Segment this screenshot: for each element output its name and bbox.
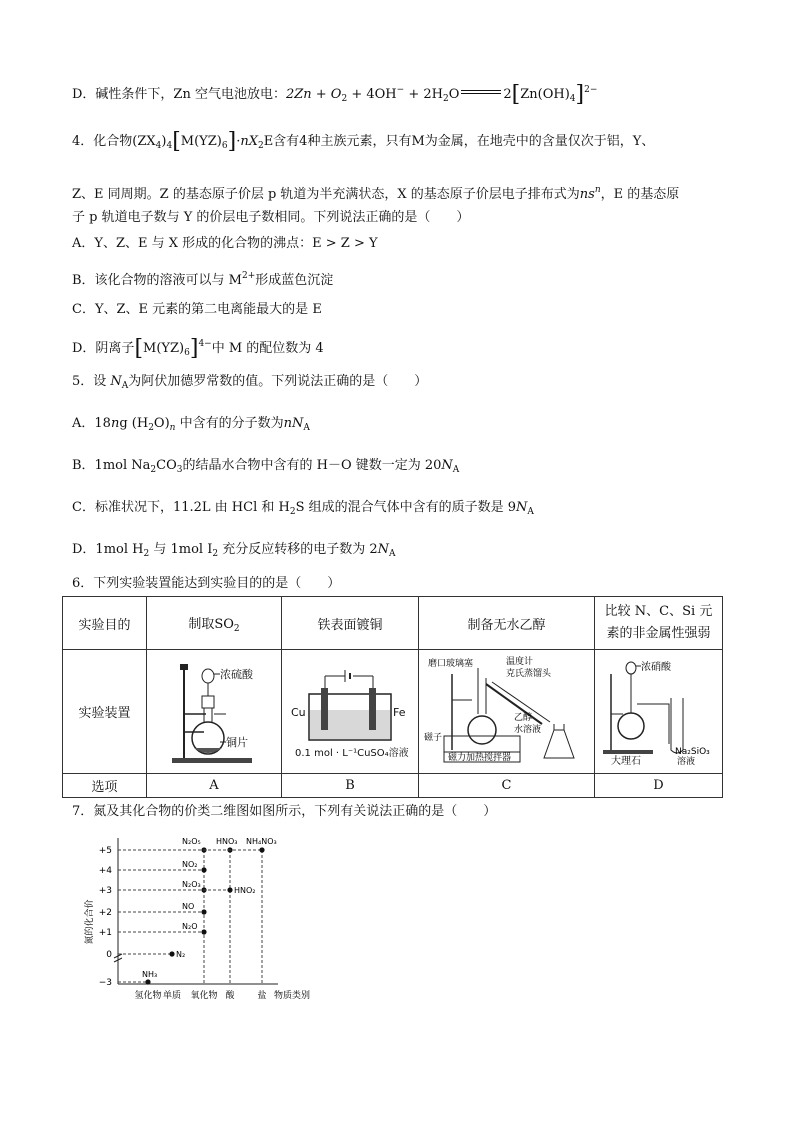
apparatus-c: [419, 650, 595, 774]
row-header-apparatus: 实验装置: [63, 650, 147, 774]
data-point-label: N₂O₃: [182, 880, 201, 889]
q3-option-d: D．碱性条件下，Zn 空气电池放电：$2Zn + O_2 + 4OH^- + 2H_2O$ $2[Zn(OH)_4]^{2-}$: [72, 82, 598, 107]
label-cu-electrode: Cu: [291, 705, 306, 719]
y-tick-label: 0: [106, 950, 112, 960]
nonmetal-comparison-diagram: [599, 654, 719, 766]
q5-stem: 5．设 $N_A$为阿伏加德罗常数的值。下列说法正确的是（ ）: [72, 374, 428, 391]
data-point-label: HNO₃: [216, 837, 238, 846]
q4-stem-line2: Z、E 同周期。Z 的基态原子价层 p 轨道为半充满状态，X 的基态原子价层电子排布式为$ns^n$，E 的基态原: [72, 185, 680, 202]
table-row-apparatus: [63, 650, 723, 774]
purpose-c: 制备无水乙醇: [419, 597, 595, 650]
q5-option-b: B．1mol $Na_2CO_3$的结晶水合物中含有的 H－O 键数一定为 $20N_A$: [72, 458, 460, 475]
x-tick-label: 氧化物: [190, 991, 218, 1001]
purpose-d: 比较 N、C、Si 元素的非金属性强弱: [595, 597, 723, 650]
q5-option-d: D．1mol $H_2$ 与 1mol $I_2$ 充分反应转移的电子数为 $2N_A$: [72, 542, 396, 559]
y-tick-label: +4: [98, 866, 112, 876]
chart-ylabel: 氮的化合价: [85, 899, 95, 945]
option-c: C: [419, 774, 595, 798]
q5-option-a: A．18ng $(H_2O)_n$ 中含有的分子数为$nN_A$: [72, 416, 310, 433]
label-magnetic-stirrer: 磁力加热搅拌器: [447, 752, 511, 763]
option-a: A: [147, 774, 282, 798]
q4-option-d: D．阴离子$[M(YZ)_6]^{4-}$中 M 的配位数为 4: [72, 336, 324, 361]
label-conc-nitric-acid: 浓硝酸: [640, 661, 671, 673]
label-na2sio3: Na₂SiO₃: [674, 746, 710, 757]
label-copper-sheet: 铜片: [226, 735, 248, 749]
label-claisen-head: 克氏蒸馏头: [505, 668, 551, 679]
anhydrous-ethanol-diagram: [422, 654, 592, 766]
electroplating-diagram: [285, 654, 415, 766]
table-row-purpose: [63, 597, 723, 650]
label-cuso4-solution: 0.1 mol · L⁻¹CuSO₄溶液: [295, 747, 409, 759]
data-point: [259, 847, 264, 852]
label-conc-sulfuric-acid: 浓硫酸: [220, 667, 253, 681]
apparatus-d: [595, 650, 723, 774]
label-thermometer: 温度计: [505, 656, 533, 667]
option-d: D: [595, 774, 723, 798]
nitrogen-valence-chart: [78, 832, 318, 1008]
apparatus-b: [282, 650, 419, 774]
q4-stem-line3: 子 p 轨道电子数与 Y 的价层电子数相同。下列说法正确的是（ ）: [72, 210, 470, 225]
data-point-label: NO₂: [182, 860, 198, 869]
x-tick-label: 酸: [225, 991, 235, 1001]
data-point-label: N₂: [176, 950, 186, 959]
data-point: [169, 951, 174, 956]
row-header-purpose: 实验目的: [63, 597, 147, 650]
label-aqueous-solution: 水溶液: [513, 724, 541, 735]
label-fe-electrode: Fe: [393, 705, 406, 719]
data-point: [227, 887, 232, 892]
apparatus-a: [147, 650, 282, 774]
q4-option-b: B．该化合物的溶液可以与 $M^{2+}$形成蓝色沉淀: [72, 271, 334, 288]
x-tick-label: 盐: [257, 991, 267, 1001]
label-marble: 大理石: [610, 755, 641, 766]
y-tick-label: −3: [98, 978, 112, 988]
label-ethanol: 乙醇: [513, 712, 532, 723]
data-point-label: N₂O: [182, 922, 198, 931]
q4-stem-line1: 4．化合物$(ZX_4)_4[M(YZ)_6]\cdot nX_2E$含有4种主族元素，只有M为金属，在地壳中的含量仅次于铝，Y、: [72, 129, 655, 154]
purpose-a: 制取$SO_2$: [147, 597, 282, 650]
row-header-option: 选项: [63, 774, 147, 798]
data-point-label: NH₃: [142, 970, 158, 979]
y-tick-label: +1: [98, 928, 112, 938]
data-point-label: NO: [182, 902, 195, 911]
chart-xlabel: 物质类别: [273, 991, 310, 1001]
y-tick-label: +3: [98, 886, 112, 896]
x-tick-label: 氢化物: [134, 991, 162, 1001]
experiment-table: [62, 596, 723, 798]
q4-option-a: A．Y、Z、E 与 X 形成的化合物的沸点：E > Z > Y: [72, 236, 378, 251]
data-point-label: NH₄NO₃: [246, 837, 277, 846]
q5-option-c: C．标准状况下，11.2L 由 HCl 和 $H_2S$ 组成的混合气体中含有的质子数是 $9N_A$: [72, 500, 534, 517]
y-tick-label: +2: [98, 908, 112, 918]
purpose-b: 铁表面镀铜: [282, 597, 419, 650]
label-d-solution: 溶液: [676, 756, 695, 766]
option-b: B: [282, 774, 419, 798]
data-point: [201, 929, 206, 934]
data-point: [145, 979, 150, 984]
q4-option-c: C．Y、Z、E 元素的第二电离能最大的是 E: [72, 302, 322, 317]
x-tick-label: 单质: [162, 991, 182, 1001]
so2-apparatus-diagram: [154, 654, 274, 766]
y-tick-label: +5: [98, 846, 112, 856]
q7-stem: 7．氮及其化合物的价类二维图如图所示，下列有关说法正确的是（ ）: [72, 804, 497, 819]
q6-stem: 6．下列实验装置能达到实验目的的是（ ）: [72, 576, 341, 591]
data-point: [201, 909, 206, 914]
label-stir-bar: 磁子: [423, 732, 442, 743]
data-point-label: N₂O₅: [182, 837, 201, 846]
table-row-option: [63, 774, 723, 798]
data-point: [201, 867, 206, 872]
label-ground-glass-stopper: 磨口玻璃塞: [427, 658, 473, 669]
data-point-label: HNO₂: [234, 886, 256, 895]
